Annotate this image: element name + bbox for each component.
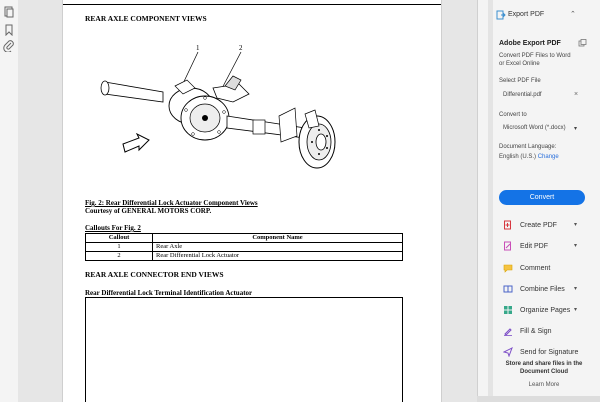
subsection-title: Rear Differential Lock Terminal Identification Actuator: [85, 289, 253, 297]
section2-title: REAR AXLE CONNECTOR END VIEWS: [85, 270, 224, 279]
figure-caption: Fig. 2: Rear Differential Lock Actuator Component Views: [85, 199, 258, 207]
chevron-down-icon[interactable]: ▾: [574, 126, 578, 132]
close-icon[interactable]: ×: [574, 91, 579, 98]
export-panel-title: Adobe Export PDF: [499, 40, 561, 47]
select-file-label: Select PDF File: [499, 78, 541, 84]
chevron-down-icon[interactable]: ▾: [574, 286, 578, 292]
tool-label: Edit PDF: [520, 243, 549, 250]
export-pdf-label: Export PDF: [508, 11, 545, 18]
convert-format-select[interactable]: Microsoft Word (*.docx): [503, 125, 566, 131]
create-pdf-icon: [503, 220, 513, 230]
table-header-component: Component Name: [153, 234, 403, 243]
tool-fill-sign[interactable]: [494, 324, 594, 340]
table-header-callout: Callout: [86, 234, 153, 243]
pages-icon[interactable]: [3, 6, 15, 18]
chevron-down-icon[interactable]: ▾: [574, 307, 578, 313]
connector-diagram-box: [85, 297, 403, 402]
language-label: Document Language:: [499, 144, 557, 150]
table-cell: Rear Differential Lock Actuator: [153, 252, 403, 261]
tools-pane-scrollbar[interactable]: [488, 0, 493, 402]
table-header-row: [86, 234, 403, 243]
callout-table: [85, 233, 403, 261]
chevron-down-icon[interactable]: ▾: [574, 243, 578, 249]
callout-number-1: 1: [196, 44, 200, 52]
tool-combine-files[interactable]: [494, 282, 594, 298]
callouts-title: Callouts For Fig. 2: [85, 224, 141, 232]
page-top-rule: [63, 4, 441, 5]
table-cell: 1: [86, 243, 153, 252]
bookmark-icon[interactable]: [3, 24, 15, 36]
left-toolbar: [0, 0, 19, 402]
tool-label: Combine Files: [520, 286, 565, 293]
language-row: [499, 154, 559, 160]
change-language-link[interactable]: Change: [537, 154, 559, 160]
collapse-icon[interactable]: [578, 39, 587, 48]
pdf-page: [62, 0, 442, 402]
export-pdf-header[interactable]: [494, 8, 594, 24]
attachment-icon[interactable]: [3, 40, 15, 52]
tool-label: Comment: [520, 265, 551, 272]
tool-send-for-signature[interactable]: [494, 345, 594, 361]
chevron-up-icon[interactable]: ⌃: [570, 11, 576, 18]
tool-label: Organize Pages: [520, 307, 571, 314]
panel-bottom-scrollbar[interactable]: [477, 396, 600, 402]
tool-label: Create PDF: [520, 222, 557, 229]
tool-create-pdf[interactable]: [494, 218, 594, 234]
combine-files-icon: [503, 284, 513, 294]
share-text: Store and share files in the Document Cloud: [505, 361, 583, 375]
export-description: Convert PDF Files to Word or Excel Online: [499, 53, 571, 67]
edit-pdf-icon: [503, 241, 513, 251]
export-pdf-icon: [496, 10, 506, 20]
courtesy-line: Courtesy of GENERAL MOTORS CORP.: [85, 207, 212, 215]
tool-label: Send for Signature: [520, 349, 579, 356]
section-title: REAR AXLE COMPONENT VIEWS: [85, 14, 207, 23]
tool-organize-pages[interactable]: [494, 303, 594, 319]
language-value: English (U.S.): [499, 154, 537, 160]
selected-file-name[interactable]: Differential.pdf: [503, 92, 542, 98]
document-viewer[interactable]: [18, 0, 477, 402]
convert-to-label: Convert to: [499, 112, 527, 118]
table-row: [86, 243, 403, 252]
learn-more-link[interactable]: Learn More: [528, 382, 560, 388]
fill-sign-icon: [503, 326, 513, 336]
convert-button[interactable]: Convert: [499, 190, 585, 205]
tool-edit-pdf[interactable]: [494, 239, 594, 255]
chevron-down-icon[interactable]: ▾: [574, 222, 578, 228]
comment-icon: [503, 263, 513, 273]
send-signature-icon: [503, 347, 513, 357]
tool-label: Fill & Sign: [520, 328, 552, 335]
table-cell: Rear Axle: [153, 243, 403, 252]
tool-comment[interactable]: [494, 261, 594, 277]
organize-pages-icon: [503, 305, 513, 315]
table-cell: 2: [86, 252, 153, 261]
document-cloud-promo: [494, 360, 594, 388]
table-row: [86, 252, 403, 261]
rear-axle-drawing: [83, 36, 383, 191]
callout-number-2: 2: [239, 44, 243, 52]
